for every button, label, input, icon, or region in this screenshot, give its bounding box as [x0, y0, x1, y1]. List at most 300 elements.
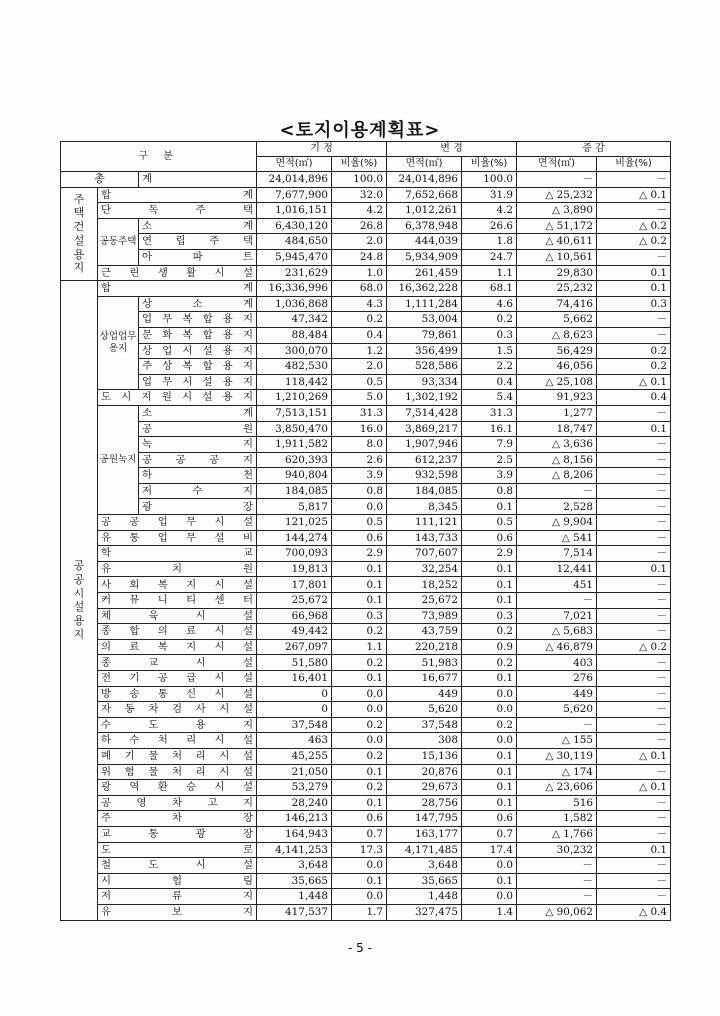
cell-r1: 17.3: [332, 842, 387, 858]
cell-a2: 16,677: [387, 671, 462, 687]
header-changed: 변 경: [387, 142, 517, 157]
cell-a1: 3,648: [257, 858, 332, 874]
cell-d2: －: [597, 172, 671, 188]
cell-a2: 707,607: [387, 546, 462, 562]
cell-a1: 4,141,253: [257, 842, 332, 858]
document-title: <토지이용계획표>: [279, 120, 441, 141]
cell-r1: 0.8: [332, 483, 387, 499]
cell-d1: △ 9,904: [517, 515, 597, 531]
cell-a1: 700,093: [257, 546, 332, 562]
cell-a2: 111,121: [387, 515, 462, 531]
row-label: [98, 187, 257, 203]
cell-a2: 5,934,909: [387, 249, 462, 265]
cell-d1: －: [517, 172, 597, 188]
cell-a2: 8,345: [387, 499, 462, 515]
cell-a1: 47,342: [257, 312, 332, 328]
cell-r2: 1.8: [462, 234, 517, 250]
row-label: [139, 468, 257, 484]
table-row: [61, 780, 671, 796]
table-row: [61, 671, 671, 687]
cell-r1: 0.0: [332, 686, 387, 702]
table-row: [61, 281, 671, 297]
cell-d2: －: [597, 811, 671, 827]
row-label-text: 계: [142, 173, 153, 186]
cell-r2: 0.1: [462, 764, 517, 780]
cell-a2: 932,598: [387, 468, 462, 484]
cell-a1: 28,240: [257, 795, 332, 811]
cell-d1: △ 8,623: [517, 327, 597, 343]
row-label-text: 녹 지: [142, 438, 253, 451]
table-row: [61, 826, 671, 842]
cell-r2: 0.2: [462, 624, 517, 640]
cell-d2: 0.1: [597, 842, 671, 858]
cell-a1: 25,672: [257, 593, 332, 609]
cell-a1: 21,050: [257, 764, 332, 780]
cell-a2: 147,795: [387, 811, 462, 827]
row-label: [139, 296, 257, 312]
cell-d2: △ 0.4: [597, 904, 671, 920]
row-label: [98, 515, 257, 531]
cell-r2: 0.1: [462, 671, 517, 687]
table-row: [61, 608, 671, 624]
table-row: [61, 172, 671, 188]
cell-d1: 29,830: [517, 265, 597, 281]
cell-r1: 0.2: [332, 717, 387, 733]
cell-d2: －: [597, 452, 671, 468]
cell-a1: 484,650: [257, 234, 332, 250]
row-label-text: 단 독 주 택: [101, 204, 253, 217]
row-label: [98, 671, 257, 687]
table-row: [61, 515, 671, 531]
cell-a2: 51,983: [387, 655, 462, 671]
cell-a1: 53,279: [257, 780, 332, 796]
cell-d2: 0.1: [597, 561, 671, 577]
cell-r2: 0.7: [462, 826, 517, 842]
cell-a2: 16,362,228: [387, 281, 462, 297]
cell-d2: －: [597, 437, 671, 453]
cell-d1: △ 3,890: [517, 203, 597, 219]
cell-a2: 3,869,217: [387, 421, 462, 437]
cell-d2: －: [597, 826, 671, 842]
cell-a2: 308: [387, 733, 462, 749]
row-label: [98, 748, 257, 764]
header-area: 면적(㎡): [387, 157, 462, 172]
cell-a2: 444,039: [387, 234, 462, 250]
cell-r1: 2.0: [332, 359, 387, 375]
cell-d2: －: [597, 702, 671, 718]
row-label-text: 전 기 공 급 시 설: [101, 672, 253, 685]
row-label: [98, 842, 257, 858]
cell-r2: 0.3: [462, 327, 517, 343]
table-row: [61, 343, 671, 359]
cell-r1: 0.2: [332, 624, 387, 640]
cell-r1: 0.0: [332, 702, 387, 718]
cell-d1: △ 51,172: [517, 218, 597, 234]
row-label: [98, 655, 257, 671]
cell-d1: △ 174: [517, 764, 597, 780]
row-label-text: 공 원: [142, 422, 253, 435]
cell-a1: 1,210,269: [257, 390, 332, 406]
cell-r1: 16.0: [332, 421, 387, 437]
row-label-text: 체 육 시 설: [101, 609, 253, 622]
cell-d2: －: [597, 405, 671, 421]
cell-r1: 2.6: [332, 452, 387, 468]
cell-r2: 0.1: [462, 795, 517, 811]
cell-a2: 73,989: [387, 608, 462, 624]
cell-r2: 4.2: [462, 203, 517, 219]
cell-r1: 4.3: [332, 296, 387, 312]
category-public-facilities: 공 공 시 설 용 지: [61, 281, 98, 920]
table-row: [61, 733, 671, 749]
cell-r1: 8.0: [332, 437, 387, 453]
cell-a1: 3,850,470: [257, 421, 332, 437]
row-label-text: 학 교: [101, 547, 253, 560]
row-label: [139, 234, 257, 250]
cell-r2: 0.8: [462, 483, 517, 499]
row-label-text: 소 계: [142, 407, 253, 419]
table-row: [61, 748, 671, 764]
row-label-text: 아 파 트: [142, 251, 253, 264]
cell-d1: △ 541: [517, 530, 597, 546]
cell-r1: 3.9: [332, 468, 387, 484]
cell-d2: －: [597, 483, 671, 499]
cell-r2: 0.1: [462, 561, 517, 577]
table-row: [61, 717, 671, 733]
row-label-text: 폐 기 물 처 리 시 설: [101, 750, 253, 763]
cell-d1: △ 1,766: [517, 826, 597, 842]
row-label: [139, 343, 257, 359]
cell-d1: －: [517, 717, 597, 733]
cell-r1: 1.1: [332, 639, 387, 655]
cell-r2: 0.2: [462, 312, 517, 328]
cell-r1: 0.2: [332, 312, 387, 328]
row-label: [139, 405, 257, 421]
row-label-text: 수 도 용 지: [101, 718, 253, 731]
row-label: [139, 312, 257, 328]
table-row: [61, 234, 671, 250]
table-row: [61, 437, 671, 453]
cell-d2: －: [597, 499, 671, 515]
cell-d2: －: [597, 249, 671, 265]
cell-a2: 143,733: [387, 530, 462, 546]
cell-r2: 1.4: [462, 904, 517, 920]
row-label: [98, 764, 257, 780]
cell-r1: 0.1: [332, 795, 387, 811]
cell-d1: －: [517, 483, 597, 499]
cell-r1: 0.1: [332, 593, 387, 609]
cell-a1: 0: [257, 702, 332, 718]
cell-r2: 0.3: [462, 608, 517, 624]
row-label-text: 광 장: [142, 500, 253, 513]
cell-d1: △ 10,561: [517, 249, 597, 265]
cell-d2: △ 0.2: [597, 234, 671, 250]
row-label: [98, 561, 257, 577]
cell-a1: 5,945,470: [257, 249, 332, 265]
cell-d2: －: [597, 203, 671, 219]
row-label: [98, 265, 257, 281]
table-row: [61, 858, 671, 874]
cell-a1: 121,025: [257, 515, 332, 531]
header-area: 면적(㎡): [517, 157, 597, 172]
table-row: [61, 499, 671, 515]
row-label: [139, 499, 257, 515]
cell-r1: 0.7: [332, 826, 387, 842]
row-label: [98, 826, 257, 842]
cell-a1: 6,430,120: [257, 218, 332, 234]
row-label: [98, 530, 257, 546]
cell-r1: 0.1: [332, 764, 387, 780]
row-label: [139, 421, 257, 437]
row-label-text: 도 로: [101, 843, 253, 856]
header-existing: 기 정: [257, 142, 387, 157]
cell-r2: 7.9: [462, 437, 517, 453]
cell-a1: 17,801: [257, 577, 332, 593]
cell-d1: △ 46,879: [517, 639, 597, 655]
cell-a1: 940,804: [257, 468, 332, 484]
cell-r2: 2.2: [462, 359, 517, 375]
cell-d1: 5,662: [517, 312, 597, 328]
cell-d2: －: [597, 655, 671, 671]
cell-r2: 0.1: [462, 499, 517, 515]
cell-a1: 7,513,151: [257, 405, 332, 421]
cell-r2: 2.9: [462, 546, 517, 562]
table-row: [61, 312, 671, 328]
cell-a1: 164,943: [257, 826, 332, 842]
row-label: [98, 390, 257, 406]
cell-a1: 267,097: [257, 639, 332, 655]
table-row: [61, 655, 671, 671]
cell-d1: 1,277: [517, 405, 597, 421]
cell-r1: 0.2: [332, 655, 387, 671]
cell-a2: 53,004: [387, 312, 462, 328]
cell-d2: －: [597, 546, 671, 562]
cell-r1: 24.8: [332, 249, 387, 265]
table-row: [61, 811, 671, 827]
header-row-1: [61, 142, 671, 157]
cell-r2: 0.5: [462, 515, 517, 531]
cell-a1: 7,677,900: [257, 187, 332, 203]
category-public-housing: 공동주택: [98, 218, 139, 265]
header-ratio: 비율(%): [332, 157, 387, 172]
row-label: [98, 717, 257, 733]
cell-a2: 184,085: [387, 483, 462, 499]
table-row: [61, 203, 671, 219]
cell-r1: 0.0: [332, 499, 387, 515]
cell-r2: 5.4: [462, 390, 517, 406]
table-row: [61, 530, 671, 546]
cell-a2: 163,177: [387, 826, 462, 842]
cell-r1: 0.1: [332, 577, 387, 593]
cell-a1: 300,070: [257, 343, 332, 359]
cell-d2: 0.1: [597, 265, 671, 281]
cell-a2: 356,499: [387, 343, 462, 359]
cell-a1: 51,580: [257, 655, 332, 671]
cell-a2: 18,252: [387, 577, 462, 593]
table-row: [61, 577, 671, 593]
row-label: [98, 858, 257, 874]
cell-d1: △ 5,683: [517, 624, 597, 640]
cell-a2: 1,907,946: [387, 437, 462, 453]
row-label-text: 업 무 복 합 용 지: [142, 313, 253, 326]
cell-r2: 0.1: [462, 593, 517, 609]
cell-d1: 5,620: [517, 702, 597, 718]
cell-r2: 0.0: [462, 858, 517, 874]
cell-d2: －: [597, 624, 671, 640]
cell-a2: 24,014,896: [387, 172, 462, 188]
cell-d2: 0.3: [597, 296, 671, 312]
cell-a2: 43,759: [387, 624, 462, 640]
row-label: [139, 437, 257, 453]
header-ratio: 비율(%): [462, 157, 517, 172]
cell-a1: 1,016,151: [257, 203, 332, 219]
row-label-text: 저 수 지: [142, 484, 253, 497]
cell-r2: 0.4: [462, 374, 517, 390]
cell-a2: 37,548: [387, 717, 462, 733]
row-label: [98, 624, 257, 640]
row-label: [98, 593, 257, 609]
row-label-text: 광 역 환 승 시 설: [101, 781, 253, 794]
cell-r2: 0.0: [462, 686, 517, 702]
cell-a1: 620,393: [257, 452, 332, 468]
cell-a1: 482,530: [257, 359, 332, 375]
row-label-text: 업 무 시 설 용 지: [142, 375, 253, 388]
row-label-text: 유 보 지: [101, 906, 253, 918]
header-ratio: 비율(%): [597, 157, 671, 172]
cell-r1: 68.0: [332, 281, 387, 297]
cell-d2: 0.1: [597, 281, 671, 297]
cell-r2: 1.5: [462, 343, 517, 359]
table-row: [61, 624, 671, 640]
cell-d1: 449: [517, 686, 597, 702]
cell-r1: 0.2: [332, 748, 387, 764]
row-label-text: 저 류 지: [101, 890, 253, 903]
cell-d2: △ 0.2: [597, 639, 671, 655]
row-label-text: 문 화 복 합 용 지: [142, 329, 253, 342]
table-row: [61, 873, 671, 889]
row-label: [98, 577, 257, 593]
row-label: [139, 359, 257, 375]
row-label: [139, 483, 257, 499]
cell-r1: 0.5: [332, 515, 387, 531]
table-row: [61, 889, 671, 905]
table-row: [61, 452, 671, 468]
cell-r2: 0.6: [462, 530, 517, 546]
cell-r2: 0.6: [462, 811, 517, 827]
row-label-text: 시 험 림: [101, 874, 253, 887]
cell-r1: 0.3: [332, 608, 387, 624]
page-number: - 5 -: [348, 941, 372, 955]
cell-d2: －: [597, 468, 671, 484]
cell-d1: 516: [517, 795, 597, 811]
cell-a1: 45,255: [257, 748, 332, 764]
cell-r2: 31.3: [462, 405, 517, 421]
row-label-text: 유 통 업 무 설 비: [101, 531, 253, 544]
cell-a1: 1,448: [257, 889, 332, 905]
cell-a2: 93,334: [387, 374, 462, 390]
table-row: [61, 218, 671, 234]
row-label: [98, 904, 257, 920]
cell-d2: －: [597, 858, 671, 874]
row-label: [98, 546, 257, 562]
cell-d2: －: [597, 733, 671, 749]
cell-r2: 100.0: [462, 172, 517, 188]
table-row: [61, 561, 671, 577]
row-label-text: 하 천: [142, 469, 253, 482]
row-label: [98, 811, 257, 827]
row-label-text: 도 시 지 원 시 설 용 지: [101, 391, 253, 404]
cell-a2: 28,756: [387, 795, 462, 811]
row-label-text: 종 교 시 설: [101, 656, 253, 669]
cell-r1: 0.6: [332, 811, 387, 827]
row-label-text: 자 동 차 검 사 시 설: [101, 703, 253, 716]
cell-r2: 0.1: [462, 748, 517, 764]
table-row: [61, 187, 671, 203]
cell-r1: 0.5: [332, 374, 387, 390]
cell-a2: 7,514,428: [387, 405, 462, 421]
cell-a1: 88,484: [257, 327, 332, 343]
cell-d1: △ 25,232: [517, 187, 597, 203]
row-label-text: 주 차 장: [101, 812, 253, 825]
cell-d1: △ 155: [517, 733, 597, 749]
cell-a1: 0: [257, 686, 332, 702]
table-row: [61, 904, 671, 920]
cell-r1: 2.0: [332, 234, 387, 250]
cell-a2: 1,012,261: [387, 203, 462, 219]
row-label-text: 합 계: [101, 188, 253, 201]
table-row: [61, 483, 671, 499]
cell-a2: 1,448: [387, 889, 462, 905]
cell-r1: 1.0: [332, 265, 387, 281]
row-label: [139, 327, 257, 343]
row-label: [98, 686, 257, 702]
cell-r2: 16.1: [462, 421, 517, 437]
cell-a1: 231,629: [257, 265, 332, 281]
table-row: [61, 795, 671, 811]
row-label: [98, 873, 257, 889]
cell-d2: －: [597, 530, 671, 546]
cell-r2: 4.6: [462, 296, 517, 312]
cell-d2: －: [597, 515, 671, 531]
table-row: [61, 421, 671, 437]
cell-d1: 7,021: [517, 608, 597, 624]
category-commercial: 상업업무용지: [98, 296, 139, 390]
row-label-text: 사 회 복 지 시 설: [101, 578, 253, 591]
cell-d2: －: [597, 889, 671, 905]
cell-a2: 5,620: [387, 702, 462, 718]
cell-r1: 32.0: [332, 187, 387, 203]
cell-r2: 0.1: [462, 780, 517, 796]
cell-r1: 1.2: [332, 343, 387, 359]
cell-a2: 327,475: [387, 904, 462, 920]
cell-d1: △ 8,156: [517, 452, 597, 468]
cell-a1: 24,014,896: [257, 172, 332, 188]
cell-r2: 0.0: [462, 889, 517, 905]
row-label-text: 공 영 차 고 지: [101, 796, 253, 809]
cell-a1: 16,401: [257, 671, 332, 687]
cell-a1: 146,213: [257, 811, 332, 827]
table-row: [61, 702, 671, 718]
row-label: [98, 281, 257, 297]
table-row: [61, 359, 671, 375]
row-label-text: 공 공 공 지: [142, 453, 253, 466]
table-row: [61, 249, 671, 265]
row-label: [139, 218, 257, 234]
row-label-text: 위 험 물 처 리 시 설: [101, 765, 253, 778]
cell-a2: 20,876: [387, 764, 462, 780]
cell-d2: －: [597, 873, 671, 889]
cell-d1: －: [517, 889, 597, 905]
row-label-text: 합 계: [101, 282, 253, 295]
